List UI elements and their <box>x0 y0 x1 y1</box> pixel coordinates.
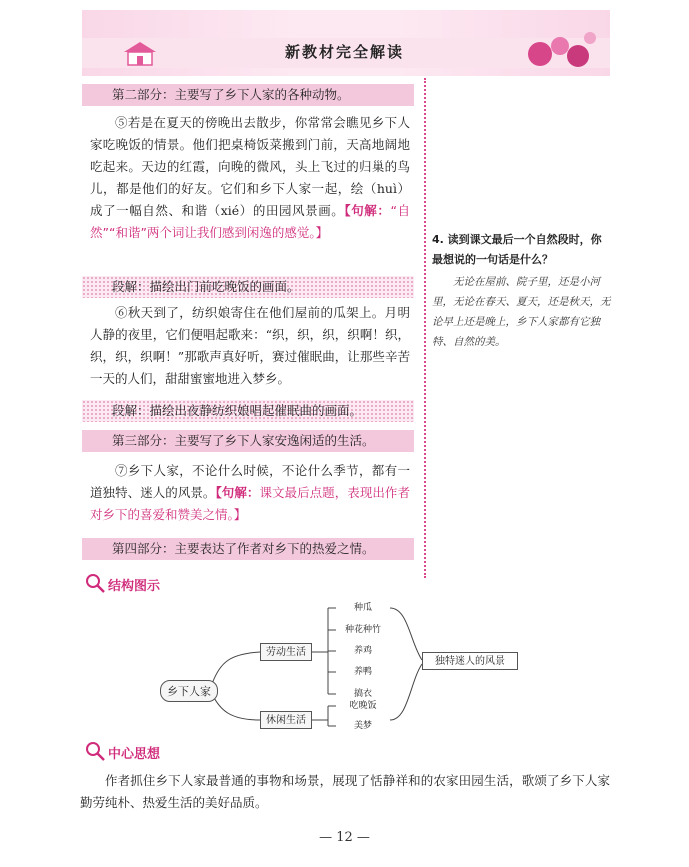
page-header-title: 新教材完全解读 <box>284 43 404 61</box>
diagram-leaf: 美梦 <box>353 721 372 731</box>
paragraph-7-text: ⑦乡下人家，不论什么时候，不论什么季节，都有一道独特、迷人的风景。 <box>90 463 410 500</box>
page-number: — 12 — <box>319 830 370 845</box>
paragraph-7 <box>90 460 410 526</box>
diagram-root-node: 乡下人家 <box>160 680 218 702</box>
center-idea-title: 中心思想 <box>108 747 161 762</box>
column-divider <box>424 78 426 578</box>
part4-heading: 第四部分：主要表达了作者对乡下的热爱之情。 <box>82 538 414 560</box>
diagram-leaf: 养鸭 <box>353 667 372 677</box>
structure-title: 结构图示 <box>108 579 161 594</box>
structure-diagram <box>160 602 530 732</box>
sidebar-answer: 无论在屋前、院子里，还是小河里，无论在春天、夏天，还是秋天，无论早上还是晚上，乡下人家都有它独特、自然的美。 <box>432 276 611 348</box>
diagram-branch-labor: 劳动生活 <box>260 643 312 661</box>
part3-heading: 第三部分：主要写了乡下人家安逸闲适的生活。 <box>82 430 414 452</box>
paragraph-6: ⑥秋天到了，纺织娘寄住在他们屋前的瓜架上。月明人静的夜里，它们便唱起歌来：“织，织，织，织啊！织，织，织，织啊！”那歌声真好听，赛过催眠曲，让那些辛苦一天的人们，甜甜蜜蜜地进入梦乡。 <box>90 305 410 386</box>
diagram-leaf: 养鸡 <box>353 646 372 656</box>
magnifier-icon <box>84 740 106 762</box>
paragraph-5 <box>90 112 410 244</box>
diagram-leaf: 吃晚饭 <box>349 701 377 711</box>
paragraph-5-text: ⑤若是在夏天的傍晚出去散步，你常常会瞧见乡下人家吃晚饭的情景。他们把桌椅饭菜搬到门前，天高地阔地吃起来。天边的红霞，向晚的微风，头上飞过的归巢的鸟儿，都是他们的好友。它们和乡下人家一起，绘（huì）成了一幅自然、和谐（xié）的田园风景画。 <box>90 115 410 218</box>
diagram-leaf: 种花种竹 <box>344 625 381 635</box>
paragraph-summary-1: 段解：描绘出门前吃晚饭的画面。 <box>82 276 414 298</box>
paragraph-summary-2: 段解：描绘出夜静纺织娘唱起催眠曲的画面。 <box>82 400 414 422</box>
diagram-branch-leisure: 休闲生活 <box>260 711 312 729</box>
center-idea-text: 作者抓住乡下人家最普通的事物和场景，展现了恬静祥和的农家田园生活，歌颂了乡下人家勤劳纯朴、热爱生活的美好品质。 <box>80 773 610 810</box>
diagram-result-node: 独特迷人的风景 <box>422 652 518 670</box>
diagram-leaf: 种瓜 <box>353 603 372 613</box>
diagram-leaf: 搞衣 <box>353 689 372 699</box>
sidebar-question: 4. 读到课文最后一个自然段时，你最想说的一句话是什么？ <box>432 233 602 266</box>
magnifier-icon <box>84 572 106 594</box>
paragraph-7-note: 【句解：课文最后点题，表现出作者对乡下的喜爱和赞美之情。】 <box>90 485 410 522</box>
paragraph-5-note: 【句解：“自然”“和谐”两个词让我们感到闲逸的感觉。】 <box>90 203 410 240</box>
part2-heading: 第二部分：主要写了乡下人家的各种动物。 <box>82 84 414 106</box>
